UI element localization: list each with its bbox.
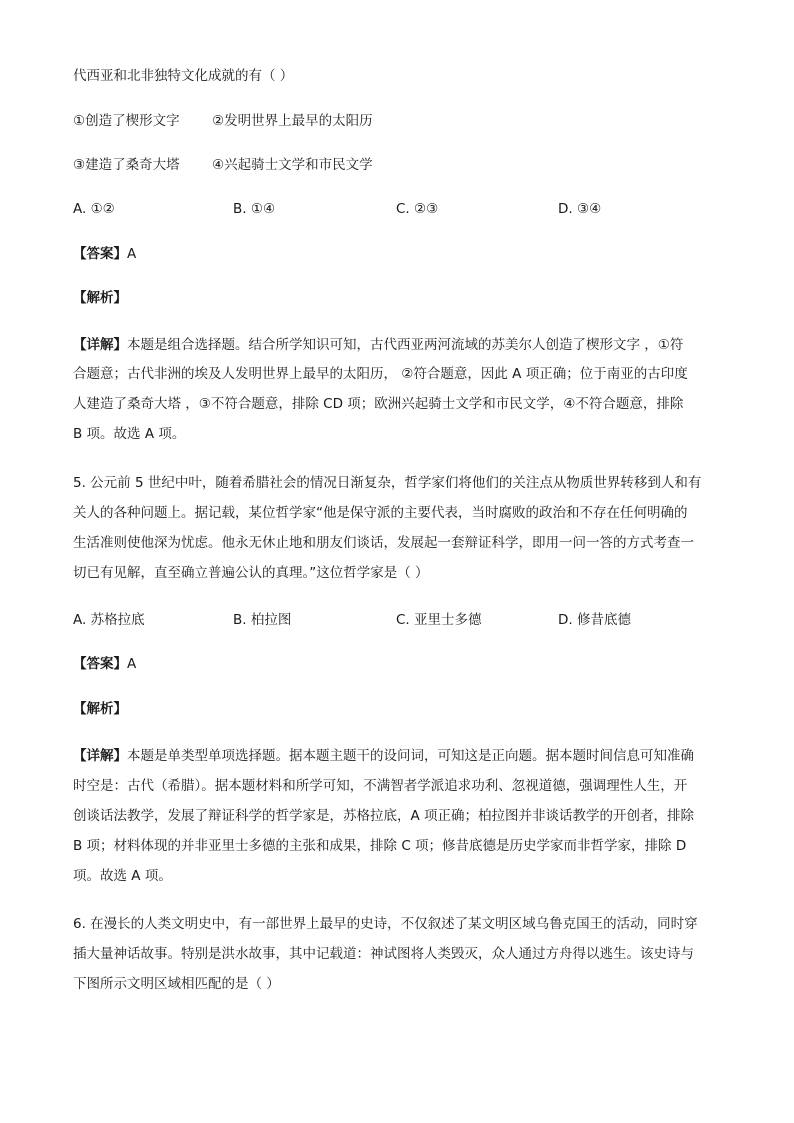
q4-option-c: C. ②③ (396, 201, 439, 217)
q5-stem-line-4: 切已有见解，直至确立普遍公认的真理。”这位哲学家是（ ） (73, 565, 429, 581)
q5-answer-line (73, 654, 728, 674)
q5-detail-text-1: 本题是单类型单项选择题。据本题主题干的设问词，可知这是正向题。据本题时间信息可知准确 (127, 748, 694, 764)
q4-item-1: ①创造了楔形文字 (73, 113, 180, 129)
q4-answer-line (73, 244, 728, 264)
q4-detail-line-3: 人建造了桑奇大塔 ，③不符合题意，排除 CD 项；欧洲兴起骑士文学和市民文学，④不符合题意，排除 (73, 396, 684, 412)
q4-item-2: ②发明世界上最早的太阳历 (212, 113, 373, 129)
q4-stem-tail: 代西亚和北非独特文化成就的有（ ） (73, 68, 294, 84)
q4-analysis-tag: 【解析】 (73, 290, 127, 306)
q5-detail-line-5: 项。故选 A 项。 (73, 868, 172, 884)
q5-detail-line-1 (73, 746, 728, 766)
q5-answer-tag: 【答案】 (73, 656, 127, 672)
q4-detail-line-4: B 项。故选 A 项。 (73, 426, 186, 442)
q6-stem-line-2: 插大量神话故事。特别是洪水故事，其中记载道：神试图将人类毁灭，众人通过方舟得以逃生。该史诗与 (73, 946, 694, 962)
q5-stem-line-3: 生活准则使他深为忧虑。他永无休止地和朋友们谈话，发展起一套辩证科学，即用一问一答的方式考查一 (73, 535, 694, 551)
q4-detail-line-2: 合题意；古代非洲的埃及人发明世界上最早的太阳历， ②符合题意，因此 A 项正确；位于南亚的古印度 (73, 366, 688, 382)
q5-stem-line-1: 5. 公元前 5 世纪中叶，随着希腊社会的情况日渐复杂，哲学家们将他们的关注点从物质世界转移到人和有 (73, 475, 702, 491)
q4-answer-value: A (127, 246, 137, 262)
q6-stem-line-1: 6. 在漫长的人类文明史中，有一部世界上最早的史诗，不仅叙述了某文明区域乌鲁克国王的活动，同时穿 (73, 916, 698, 932)
q5-answer-value: A (127, 656, 137, 672)
q4-detail-line-1 (73, 335, 728, 355)
q4-option-a: A. ①② (73, 201, 115, 217)
q5-detail-tag: 【详解】 (73, 748, 127, 764)
q4-detail-tag: 【详解】 (73, 337, 127, 353)
q4-item-3: ③建造了桑奇大塔 (73, 157, 180, 173)
q5-detail-line-2: 时空是：古代（希腊）。据本题材料和所学可知，不满智者学派追求功利、忽视道德，强调理性人生，开 (73, 778, 688, 794)
q5-analysis-tag: 【解析】 (73, 701, 127, 717)
q5-detail-line-4: B 项；材料体现的并非亚里士多德的主张和成果，排除 C 项；修昔底德是历史学家而非哲学家，排除 D (73, 838, 687, 854)
q4-answer-tag: 【答案】 (73, 246, 127, 262)
q5-option-d: D. 修昔底德 (558, 612, 631, 628)
q5-option-b: B. 柏拉图 (233, 612, 292, 628)
q4-option-d: D. ③④ (558, 201, 602, 217)
q5-stem-line-2: 关人的各种问题上。据记载，某位哲学家“他是保守派的主要代表，当时腐败的政治和不存在任何明确的 (73, 505, 688, 521)
q4-item-4: ④兴起骑士文学和市民文学 (212, 157, 373, 173)
q4-option-b: B. ①④ (233, 201, 276, 217)
q6-stem-line-3: 下图所示文明区域相匹配的是（ ） (73, 976, 280, 992)
q5-detail-line-3: 创谈话法教学，发展了辩证科学的哲学家是，苏格拉底，A 项正确；柏拉图并非谈话教学的开创者，排除 (73, 808, 695, 824)
q5-option-a: A. 苏格拉底 (73, 612, 145, 628)
q4-detail-text-1: 本题是组合选择题。结合所学知识可知，古代西亚两河流域的苏美尔人创造了楔形文字 ，①符 (127, 337, 684, 353)
q5-option-c: C. 亚里士多德 (396, 612, 482, 628)
